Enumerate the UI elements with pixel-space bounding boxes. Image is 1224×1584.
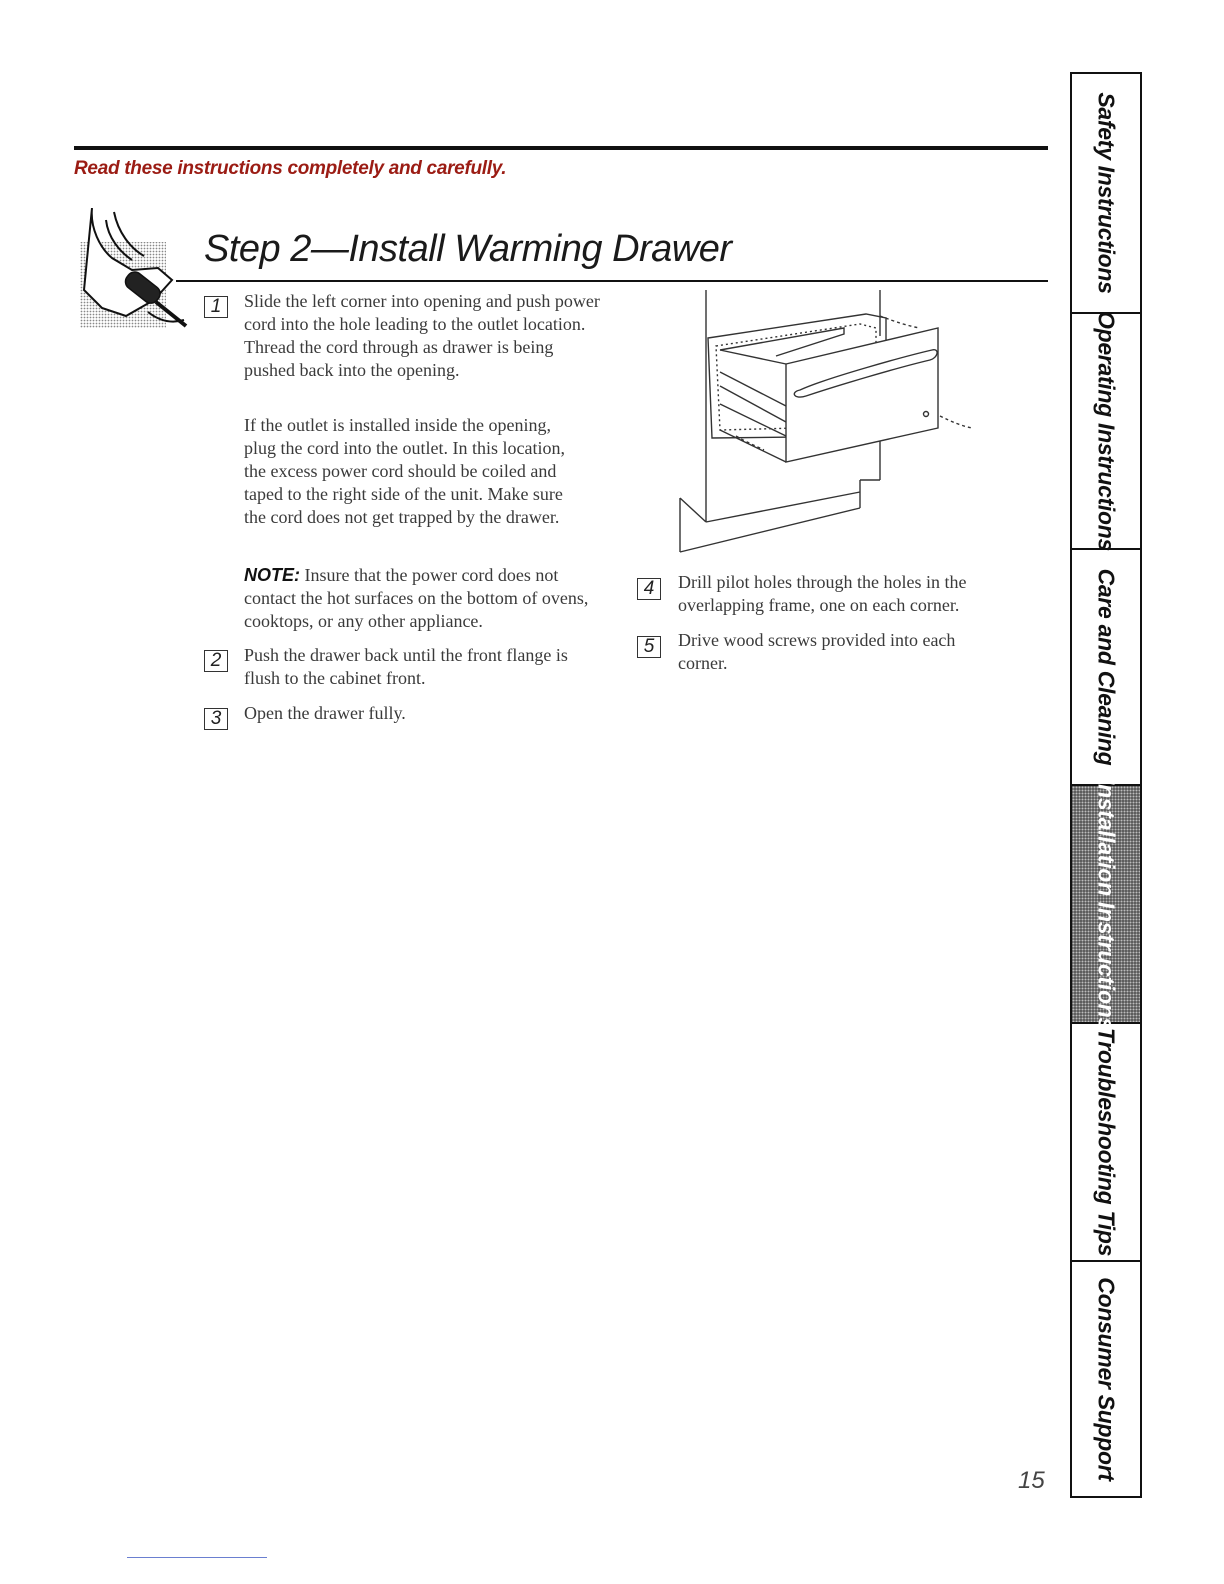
header-rule — [74, 146, 1048, 150]
step-number-4: 4 — [637, 578, 661, 600]
step-5-text: Drive wood screws provided into each corner. — [678, 630, 956, 673]
tab-installation-instructions[interactable] — [1072, 778, 1140, 1030]
section-tabs — [1070, 72, 1142, 1498]
tab-label: Troubleshooting Tips — [1093, 1027, 1120, 1257]
step-4-text: Drill pilot holes through the holes in the overlapping frame, one on each corner. — [678, 572, 967, 615]
warming-drawer-illustration — [676, 286, 986, 556]
step-2-text: Push the drawer back until the front flange is flush to the cabinet front. — [244, 645, 568, 688]
tab-care-and-cleaning[interactable] — [1072, 550, 1140, 786]
tab-label: Care and Cleaning — [1093, 568, 1120, 766]
page-number: 15 — [1018, 1467, 1045, 1494]
tab-label: Installation Instructions — [1093, 778, 1120, 1030]
step-title: Step 2—Install Warming Drawer — [204, 228, 732, 270]
title-rule — [176, 280, 1048, 282]
tab-label: Operating Instructions — [1093, 310, 1120, 552]
hand-screwdriver-icon — [62, 208, 202, 338]
step-3-text: Open the drawer fully. — [244, 703, 406, 723]
note-label: NOTE: — [244, 565, 300, 585]
tab-troubleshooting-tips[interactable] — [1072, 1024, 1140, 1262]
step-number-3: 3 — [204, 708, 228, 730]
step-1-extra: If the outlet is installed inside the opening, plug the cord into the outlet. In this location, the excess power cord should be coiled and taped to the right side of the unit. Make sure the cord does not get trapped by the drawer. — [244, 415, 565, 527]
step-number-2: 2 — [204, 650, 228, 672]
tab-safety-instructions[interactable] — [1072, 74, 1140, 314]
tab-operating-instructions[interactable] — [1072, 310, 1140, 552]
intro-text: Read these instructions completely and carefully. — [74, 158, 507, 179]
step-number-5: 5 — [637, 636, 661, 658]
step-number-1: 1 — [204, 296, 228, 318]
tab-consumer-support[interactable] — [1072, 1262, 1140, 1496]
step-1-text: Slide the left corner into opening and push power cord into the hole leading to the outlet location. Thread the cord through as drawer is being pushed back into the opening. — [244, 291, 600, 380]
note-text: Insure that the power cord does not contact the hot surfaces on the bottom of ovens, cooktops, or any other appliance. — [244, 565, 589, 631]
tab-label: Safety Instructions — [1093, 92, 1120, 294]
tab-label: Consumer Support — [1093, 1277, 1120, 1481]
step-1-note — [244, 564, 602, 633]
footer-line — [127, 1557, 267, 1558]
